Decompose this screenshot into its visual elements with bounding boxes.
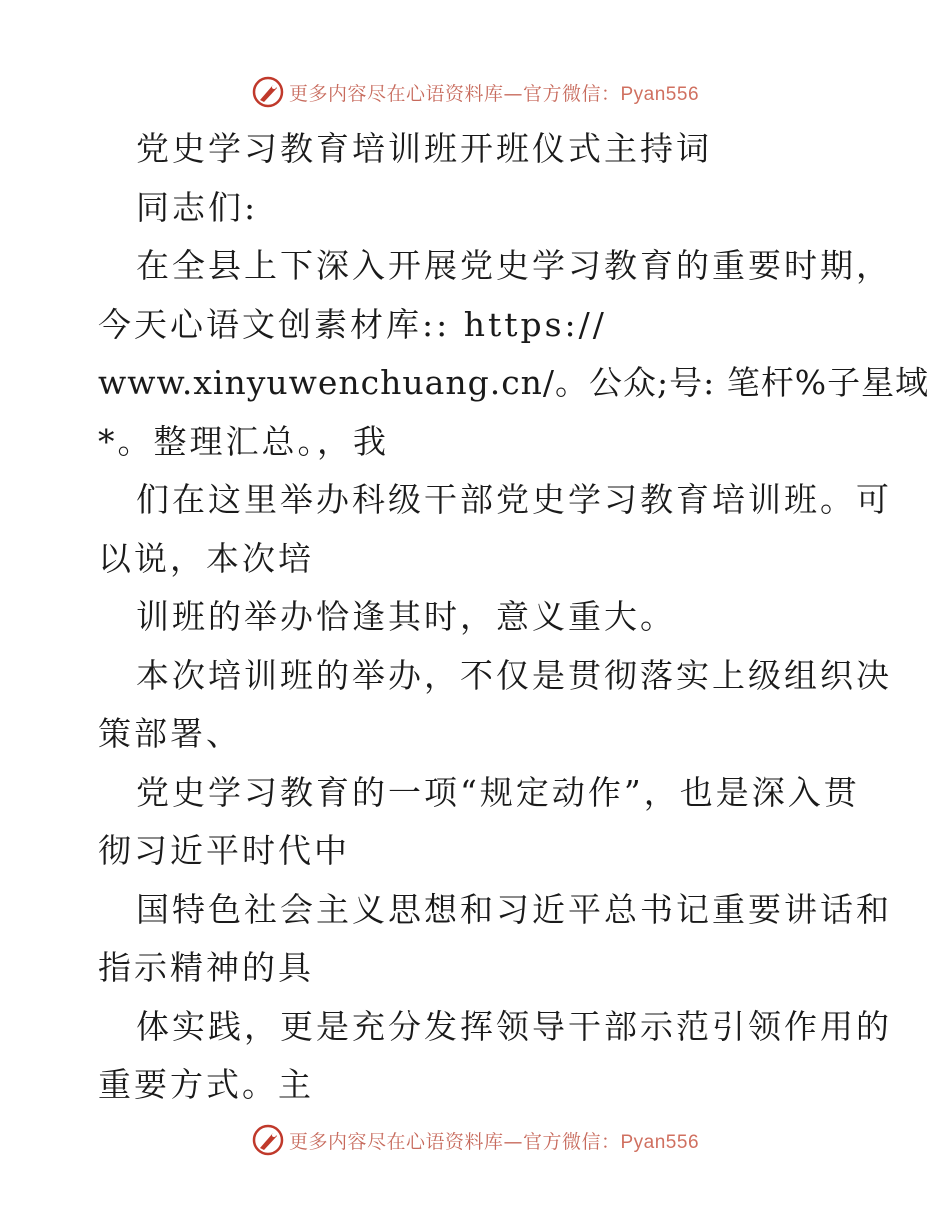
pen-nib-logo-icon [251,1123,285,1157]
banner-account: Pyan556 [620,83,700,105]
text-line: 在全县上下深入开展党史学习教育的重要时期， [136,246,892,285]
text-line: 指示精神的具 [98,948,314,987]
banner-account: Pyan556 [620,1131,700,1153]
document-body [98,120,930,1115]
text-line: 本次培训班的举办，不仅是贯彻落实上级组织决 [136,655,892,695]
banner-text [289,1127,699,1154]
pen-nib-logo-icon [251,75,285,109]
header-banner [0,72,950,112]
text-line: 今天心语文创素材库:: https:// [98,304,607,344]
text-line: 训班的举办恰逢其时，意义重大。 [136,597,676,636]
text-line: 们在这里举办科级干部党史学习教育培训班。可 [136,480,892,519]
text-line: 国特色社会主义思想和习近平总书记重要讲话和 [136,889,892,929]
footer-banner [0,1120,950,1160]
text-line: 策部署、 [98,714,242,753]
text-line: www.xinyuwenchuang.cn/。公众;号: 笔杆%子星域 [98,363,930,402]
banner-text [289,79,699,106]
text-line: 体实践，更是充分发挥领导干部示范引领作用的 [136,1006,892,1046]
banner-main-text: 更多内容尽在心语资料库—官方微信： [288,1130,621,1153]
text-line: 党史学习教育的一项“规定动作”，也是深入贯 [136,772,860,812]
text-line: 重要方式。主 [98,1065,314,1104]
text-line: 彻习近平时代中 [98,831,350,870]
text-line: 以说，本次培 [98,538,314,578]
banner-main-text: 更多内容尽在心语资料库—官方微信： [288,82,621,105]
salutation: 同志们: [136,187,259,227]
text-line: *。整理汇总。，我 [98,421,389,461]
document-title: 党史学习教育培训班开班仪式主持词 [136,129,712,168]
